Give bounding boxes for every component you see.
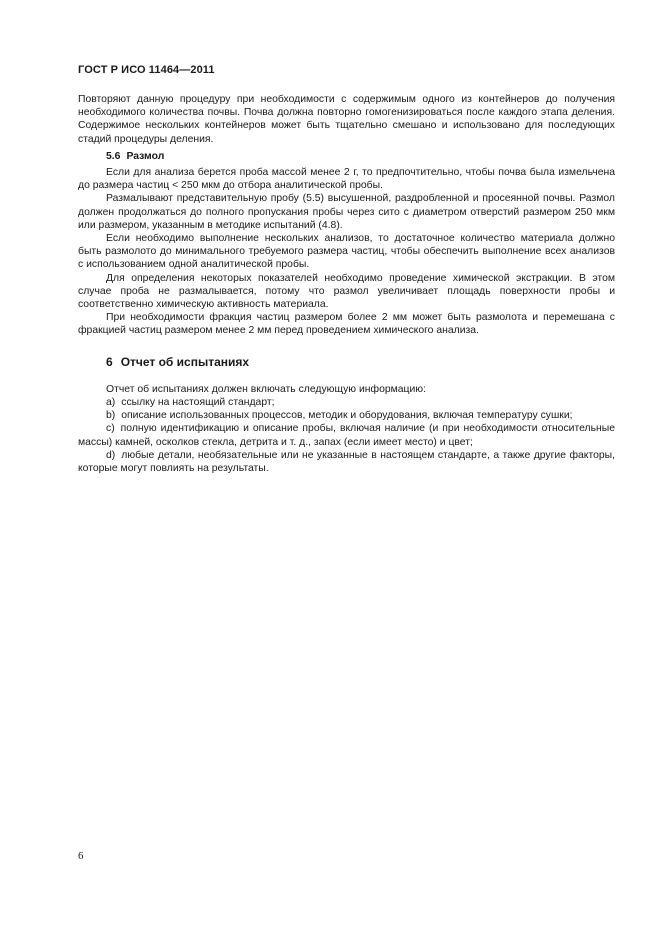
document-header: ГОСТ Р ИСО 11464—2011 <box>78 64 215 76</box>
subsection-paragraph: Если для анализа берется проба массой менее 2 г, то предпочтительно, чтобы почва была измельчена до размера частиц < 250 мкм до отбора аналитической пробы. <box>78 167 615 192</box>
page-number: 6 <box>78 850 84 862</box>
list-marker: c) <box>106 423 115 435</box>
list-marker: b) <box>106 410 116 422</box>
list-item-text: ссылку на настоящий стандарт; <box>121 397 275 409</box>
subsection-number: 5.6 <box>106 150 121 162</box>
subsection-paragraph: Для определения некоторых показателей необходимо проведение химической экстракции. В этом случае проба не размалывается, потому что размол увеличивает площадь поверхности пробы и соответственно химическую активность материала. <box>78 272 615 311</box>
list-item-text: полную идентификацию и описание пробы, включая наличие (и при необходимости относительные массы) камней, осколков стекла, детрита и т. д., запах (если имеет место) и цвет; <box>78 423 615 448</box>
list-item <box>78 422 615 448</box>
intro-paragraph: Повторяют данную процедуру при необходимости с содержимым одного из контейнеров до получения необходимого количества почвы. Почва должна повторно гомогенизироваться после каждого этапа деления. Содержимое нескольких контейнеров может быть тщательно смешано и использовано для последующих стадий процедуры деления. <box>78 94 615 145</box>
subsection-heading <box>78 150 615 163</box>
section-title: Отчет об испытаниях <box>120 354 250 369</box>
subsection-title: Размол <box>126 150 165 162</box>
section-number: 6 <box>106 354 113 369</box>
list-marker: d) <box>106 449 116 461</box>
subsection-paragraph: Размалывают представительную пробу (5.5) высушенной, раздробленной и просеянной почвы. Размол должен продолжаться до полного пропускания пробы через сито с диаметром отверстий размером 250 мкм или размером, указанным в методике испытаний (4.8). <box>78 193 615 231</box>
list-item <box>78 409 615 422</box>
section-heading <box>78 356 615 369</box>
list-item <box>78 396 615 409</box>
list-item <box>78 449 615 475</box>
subsection-paragraph: Если необходимо выполнение нескольких анализов, то достаточное количество материала должно быть размолото до минимального требуемого размера частиц, чтобы обеспечить выполнение всех анализов с использованием одной аналитической пробы. <box>78 233 615 271</box>
document-body <box>78 93 615 475</box>
subsection-paragraph: При необходимости фракция частиц размером более 2 мм может быть размолота и перемешана с фракцией частиц размером менее 2 мм перед проведением химического анализа. <box>78 312 615 337</box>
list-marker: a) <box>106 397 116 409</box>
section-lead: Отчет об испытаниях должен включать следующую информацию: <box>106 383 426 395</box>
list-item-text: любые детали, необязательные или не указанные в настоящем стандарте, а также другие факторы, которые могут повлиять на результаты. <box>78 449 615 475</box>
list-item-text: описание использованных процессов, методик и оборудования, включая температуру сушки; <box>121 410 573 422</box>
